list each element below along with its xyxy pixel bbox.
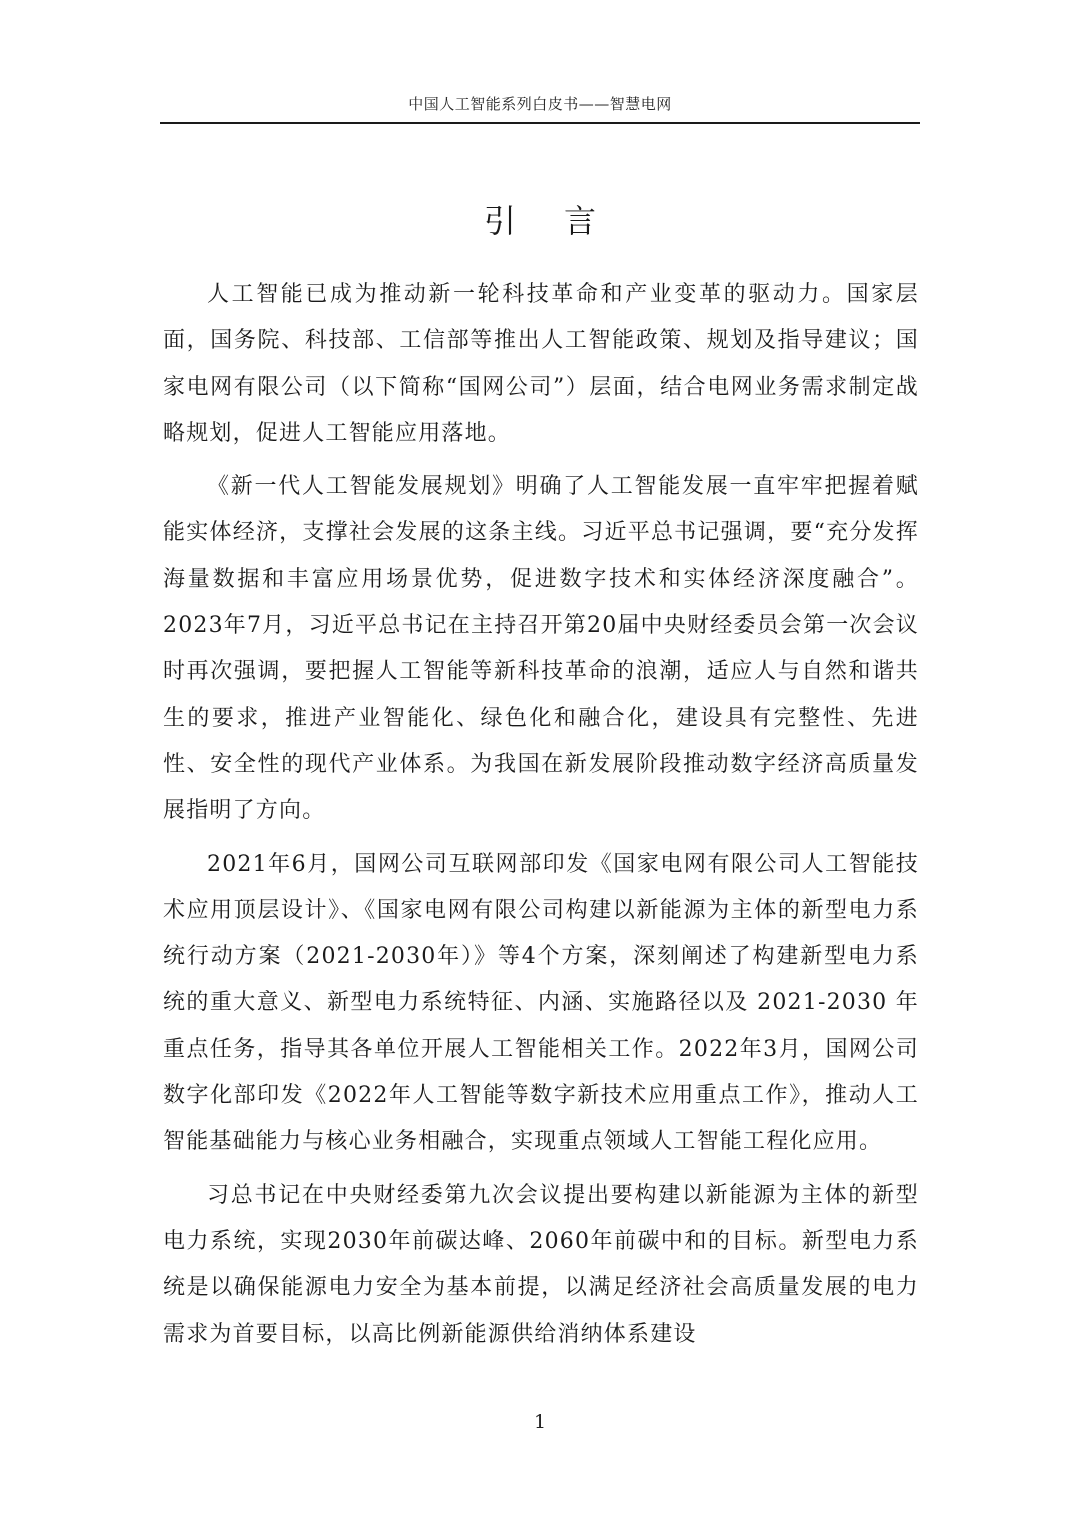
header-rule <box>160 122 920 124</box>
paragraph: 习总书记在中央财经委第九次会议提出要构建以新能源为主体的新型电力系统，实现2030年前碳达峰、2060年前碳中和的目标。新型电力系统是以确保能源电力安全为基本前提，以满足经济社会高质量发展的电力需求为首要目标，以高比例新能源供给消纳体系建设 <box>163 1182 919 1347</box>
paragraph: 2021年6月，国网公司互联网部印发《国家电网有限公司人工智能技术应用顶层设计》、《国家电网有限公司构建以新能源为主体的新型电力系统行动方案（2021-2030年）》等4个方案，深刻阐述了构建新型电力系统的重大意义、新型电力系统特征、内涵、实施路径以及 2021-2030 年重点任务，指导其各单位开展人工智能相关工作。2022年3月，国网公司数字化部印发《2022年人工智能等数字新技术应用重点工作》，推动人工智能基础能力与核心业务相融合，实现重点领域人工智能工程化应用。 <box>163 851 919 1155</box>
running-header: 中国人工智能系列白皮书——智慧电网 <box>408 95 672 113</box>
page-number: 1 <box>533 1411 547 1433</box>
paragraph: 人工智能已成为推动新一轮科技革命和产业变革的驱动力。国家层面，国务院、科技部、工信部等推出人工智能政策、规划及指导建议；国家电网有限公司（以下简称“国网公司”）层面，结合电网业务需求制定战略规划，促进人工智能应用落地。 <box>163 282 919 446</box>
body-text <box>163 272 919 1365</box>
paragraph: 《新一代人工智能发展规划》明确了人工智能发展一直牢牢把握着赋能实体经济，支撑社会发展的这条主线。习近平总书记强调，要“充分发挥海量数据和丰富应用场景优势，促进数字技术和实体经济深度融合”。2023年7月，习近平总书记在主持召开第20届中央财经委员会第一次会议时再次强调，要把握人工智能等新科技革命的浪潮，适应人与自然和谐共生的要求，推进产业智能化、绿色化和融合化，建设具有完整性、先进性、安全性的现代产业体系。为我国在新发展阶段推动数字经济高质量发展指明了方向。 <box>163 474 919 824</box>
page-title: 引言 <box>483 202 644 240</box>
